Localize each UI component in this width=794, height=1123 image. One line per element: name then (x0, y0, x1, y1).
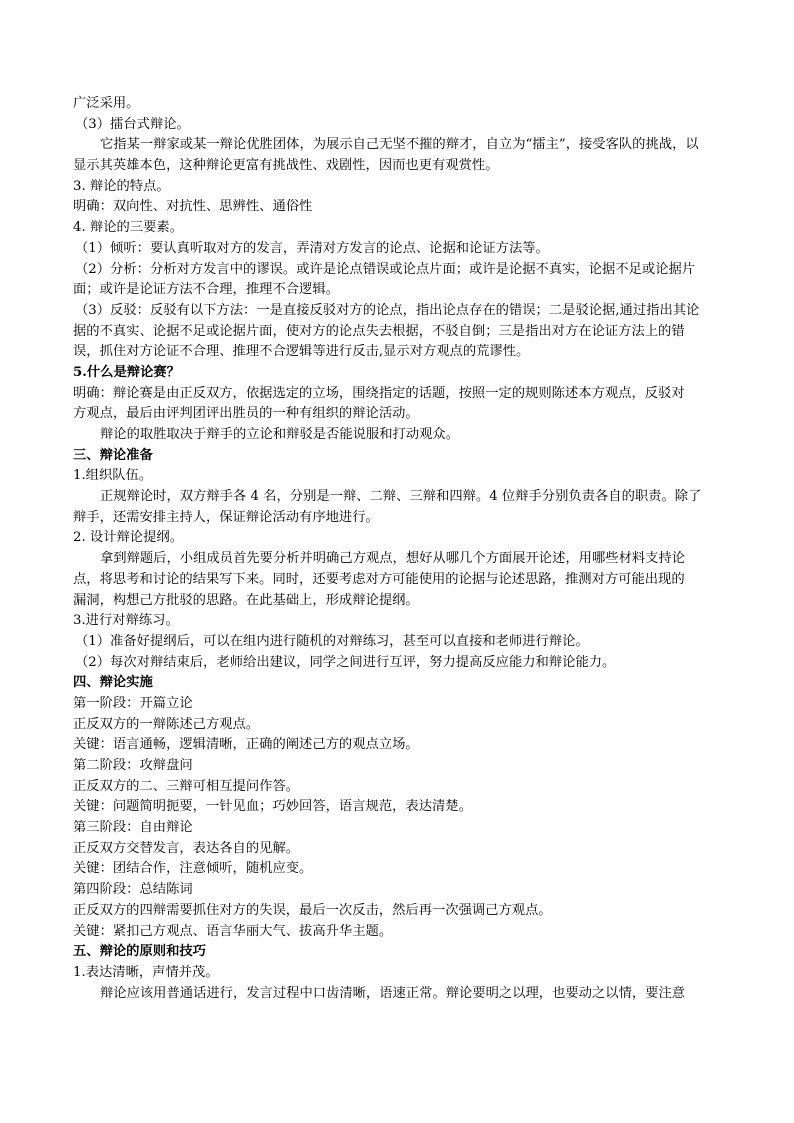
section-heading: 三、辩论准备 (73, 447, 153, 463)
numbered-heading: 1.组织队伍。 (73, 468, 153, 484)
numbered-heading: 3.进行对辩练习。 (73, 613, 179, 629)
stage-heading: 第一阶段：开篇立论 (73, 695, 193, 711)
paragraph-line: 拿到辩题后，小组成员首先要分析并明确己方观点，想好从哪几个方面展开论述，用哪些材料支持论 (100, 551, 686, 567)
text-line: 漏洞，构想己方批驳的思路。在此基础上，形成辩论提纲。 (73, 592, 419, 608)
list-item: （1）准备好提纲后，可以在组内进行随机的对辩练习，甚至可以直接和老师进行辩论。 (75, 633, 589, 649)
text-line: 关键：紧扣己方观点、语言华丽大气、拔高升华主题。 (73, 923, 393, 939)
paragraph-line: 显示其英雄本色，这种辩论更富有挑战性、戏剧性，因而也更有观赏性。 (73, 158, 499, 174)
paragraph-line: 正规辩论时，双方辩手各 4 名，分别是一辩、二辩、三辩和四辩。4 位辩手分别负责各自的职责。除了 (100, 489, 702, 505)
text-line: 辩手，还需安排主持人，保证辩论活动有序地进行。 (73, 509, 379, 525)
text-line: 正反双方的二、三辩可相互提问作答。 (73, 778, 300, 794)
subsection-heading: （3）擂台式辩论。 (75, 116, 190, 132)
stage-heading: 第二阶段：攻辩盘问 (73, 758, 193, 773)
numbered-heading: 1.表达清晰，声情并茂。 (73, 964, 219, 980)
text-line: 方观点，最后由评判团评出胜员的一种有组织的辩论活动。 (73, 406, 419, 422)
list-item: （1）倾听：要认真听取对方的发言，弄清对方发言的论点、论据和论证方法等。 (75, 240, 549, 256)
text-line: 明确：辩论赛是由正反双方，依据选定的立场，围绕指定的话题，按照一定的规则陈述本方观点，反驳对 (73, 385, 685, 401)
document-body (73, 94, 733, 1004)
text-line: 明确：双向性、对抗性、思辨性、通俗性 (73, 199, 313, 215)
text-line: 正反双方的一辩陈述己方观点。 (73, 716, 260, 732)
stage-heading: 第三阶段：自由辩论 (73, 820, 193, 836)
paragraph-line: 辩论的取胜取决于辩手的立论和辩驳是否能说服和打动观众。 (100, 427, 460, 442)
numbered-heading: 5.什么是辩论赛？ (73, 364, 180, 380)
text-line: 面；或许是论证方法不合理，推理不合逻辑。 (73, 282, 339, 298)
section-heading: 四、辩论实施 (73, 675, 153, 691)
paragraph-line: 它指某一辩家或某一辩论优胜团体，为展示自己无坚不摧的辩才，自立为“擂主”，接受客队的挑战，以 (100, 137, 699, 153)
text-line: 正反双方交替发言，表达各自的见解。 (73, 840, 300, 856)
list-item: （3）反驳：反驳有以下方法：一是直接反驳对方的论点，指出论点存在的错误；二是驳论据,通过指出其论 (75, 302, 700, 318)
paragraph-line: 辩论应该用普通话进行，发言过程中口齿清晰，语速正常。辩论要明之以理，也要动之以情，要注意 (100, 985, 686, 1001)
text-line: 据的不真实、论据不足或论据片面，使对方的论点失去根据，不驳自倒；三是指出对方在论证方法上的错 (73, 323, 685, 339)
text-line: 关键：团结合作，注意倾听，随机应变。 (73, 861, 313, 877)
section-heading: 五、辩论的原则和技巧 (73, 944, 206, 960)
text-line: 广泛采用。 (73, 96, 140, 111)
numbered-heading: 2. 设计辩论提纲。 (73, 530, 183, 546)
stage-heading: 第四阶段：总结陈词 (73, 882, 193, 898)
text-line: 关键：问题简明扼要，一针见血；巧妙回答，语言规范，表达清楚。 (73, 799, 472, 815)
text-line: 正反双方的四辩需要抓住对方的失误，最后一次反击，然后再一次强调己方观点。 (73, 902, 552, 918)
numbered-heading: 4. 辩论的三要素。 (73, 220, 183, 236)
list-item: （2）每次对辩结束后，老师给出建议，同学之间进行互评，努力提高反应能力和辩论能力。 (75, 654, 616, 670)
text-line: 误，抓住对方论证不合理、推理不合逻辑等进行反击,显示对方观点的荒谬性。 (73, 344, 530, 360)
list-item: （2）分析：分析对方发言中的谬误。或许是论点错误或论点片面；或许是论据不真实，论据不足或论据片 (75, 261, 696, 277)
text-line: 点，将思考和讨论的结果写下来。同时，还要考虑对方可能使用的论据与论述思路，推测对方可能出现的 (73, 571, 685, 587)
text-line: 关键：语言通畅，逻辑清晰，正确的阐述己方的观点立场。 (73, 737, 419, 753)
numbered-heading: 3. 辩论的特点。 (73, 178, 170, 194)
